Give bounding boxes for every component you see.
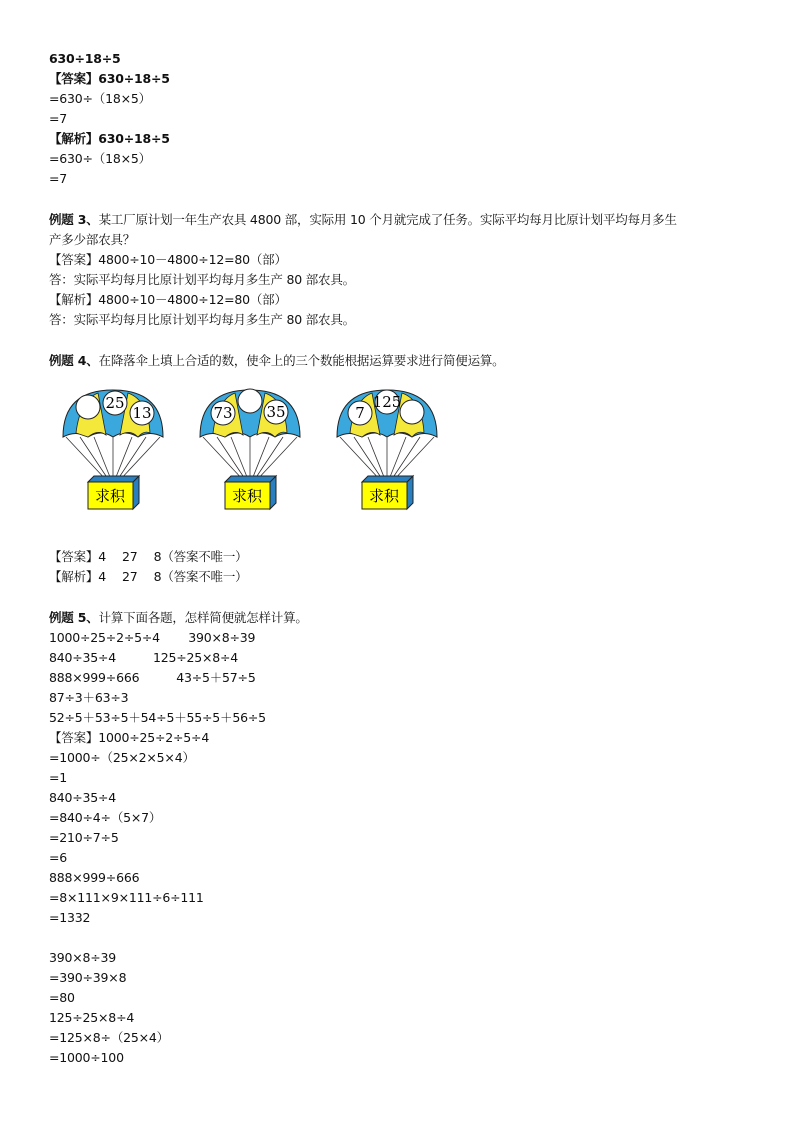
example-4-question <box>49 352 504 370</box>
problem-row: 888×999÷666 43÷5＋57÷5 <box>49 670 256 685</box>
example-5-text: 计算下面各题，怎样简便就怎样计算。 <box>98 610 308 625</box>
parachute-number: 125 <box>372 393 402 411</box>
example-3-question-cont: 产多少部农具？ <box>49 232 136 247</box>
analysis-expression: 630÷18÷5 <box>98 131 170 146</box>
parachute-number: 25 <box>105 394 125 412</box>
parachute-1 <box>58 385 168 515</box>
parachute-3 <box>332 385 442 515</box>
answer-step: 888×999÷666 <box>49 870 140 885</box>
problem-expression: 630÷18÷5 <box>49 51 121 66</box>
answer-step: =1 <box>49 770 68 785</box>
analysis-line <box>49 130 170 148</box>
example-4-label: 例题 4、 <box>49 353 99 368</box>
answer-step: 125÷25×8÷4 <box>49 1010 135 1025</box>
parachute-circle <box>76 395 100 419</box>
example-3-text: 某工厂原计划一年生产农具 4800 部，实际用 10 个月就完成了任务。实际平均每月比原计划平均每月多生 <box>98 212 677 227</box>
example-5-label: 例题 5、 <box>49 610 99 625</box>
answer-step: =125×8÷（25×4） <box>49 1030 169 1045</box>
example-3-answer-reply: 答：实际平均每月比原计划平均每月多生产 80 部农具。 <box>49 272 355 287</box>
answer-step: =390÷39×8 <box>49 970 127 985</box>
parachute-circle <box>400 400 424 424</box>
parachute-2 <box>195 385 305 515</box>
parachute-circle <box>238 389 262 413</box>
answer-step: =1332 <box>49 910 91 925</box>
parachute-number: 7 <box>355 404 365 422</box>
answer-expression: 4800÷10－4800÷12=80（部） <box>98 252 287 267</box>
problem-row: 1000÷25÷2÷5÷4 390×8÷39 <box>49 630 256 645</box>
problem-row: 87÷3＋63÷3 <box>49 690 129 705</box>
answer-expression: 630÷18÷5 <box>98 71 170 86</box>
analysis-label: 【解析】 <box>49 292 99 307</box>
answer-step: 390×8÷39 <box>49 950 117 965</box>
example-3-label: 例题 3、 <box>49 212 99 227</box>
answer-label: 【答案】 <box>49 252 99 267</box>
answer-step: =630÷（18×5） <box>49 91 151 106</box>
answer-step: =6 <box>49 850 68 865</box>
answer-step: =210÷7÷5 <box>49 830 119 845</box>
answer-label: 【答案】 <box>49 71 99 86</box>
answer-step: =80 <box>49 990 75 1005</box>
parachute-number: 73 <box>213 404 233 422</box>
example-5-question <box>49 609 308 627</box>
answer-expression: 1000÷25÷2÷5÷4 <box>98 730 210 745</box>
parachute-number: 35 <box>266 403 286 421</box>
example-3-analysis <box>49 291 287 309</box>
answer-step: =7 <box>49 111 68 126</box>
example-3-question <box>49 211 677 229</box>
example-4-analysis: 【解析】4 27 8（答案不唯一） <box>49 569 248 584</box>
answer-label: 【答案】 <box>49 730 99 745</box>
parachute-box-label: 求积 <box>231 487 263 505</box>
problem-row: 52÷5＋53÷5＋54÷5＋55÷5＋56÷5 <box>49 710 266 725</box>
problem-row: 840÷35÷4 125÷25×8÷4 <box>49 650 239 665</box>
parachute-box-label: 求积 <box>94 487 126 505</box>
answer-step: =840÷4÷（5×7） <box>49 810 162 825</box>
example-4-answer: 【答案】4 27 8（答案不唯一） <box>49 549 248 564</box>
example-3-analysis-reply: 答：实际平均每月比原计划平均每月多生产 80 部农具。 <box>49 312 355 327</box>
analysis-expression: 4800÷10－4800÷12=80（部） <box>98 292 287 307</box>
example-3-answer <box>49 251 287 269</box>
example-4-text: 在降落伞上填上合适的数，使伞上的三个数能根据运算要求进行简便运算。 <box>98 353 505 368</box>
parachute-number: 13 <box>132 404 152 422</box>
answer-step: =8×111×9×111÷6÷111 <box>49 890 204 905</box>
example-5-answer <box>49 729 209 747</box>
parachute-box-label: 求积 <box>368 487 400 505</box>
analysis-step: =630÷（18×5） <box>49 151 151 166</box>
answer-step: =1000÷（25×2×5×4） <box>49 750 195 765</box>
answer-step: =1000÷100 <box>49 1050 124 1065</box>
answer-step: 840÷35÷4 <box>49 790 117 805</box>
answer-line <box>49 70 170 88</box>
analysis-step: =7 <box>49 171 68 186</box>
analysis-label: 【解析】 <box>49 131 99 146</box>
